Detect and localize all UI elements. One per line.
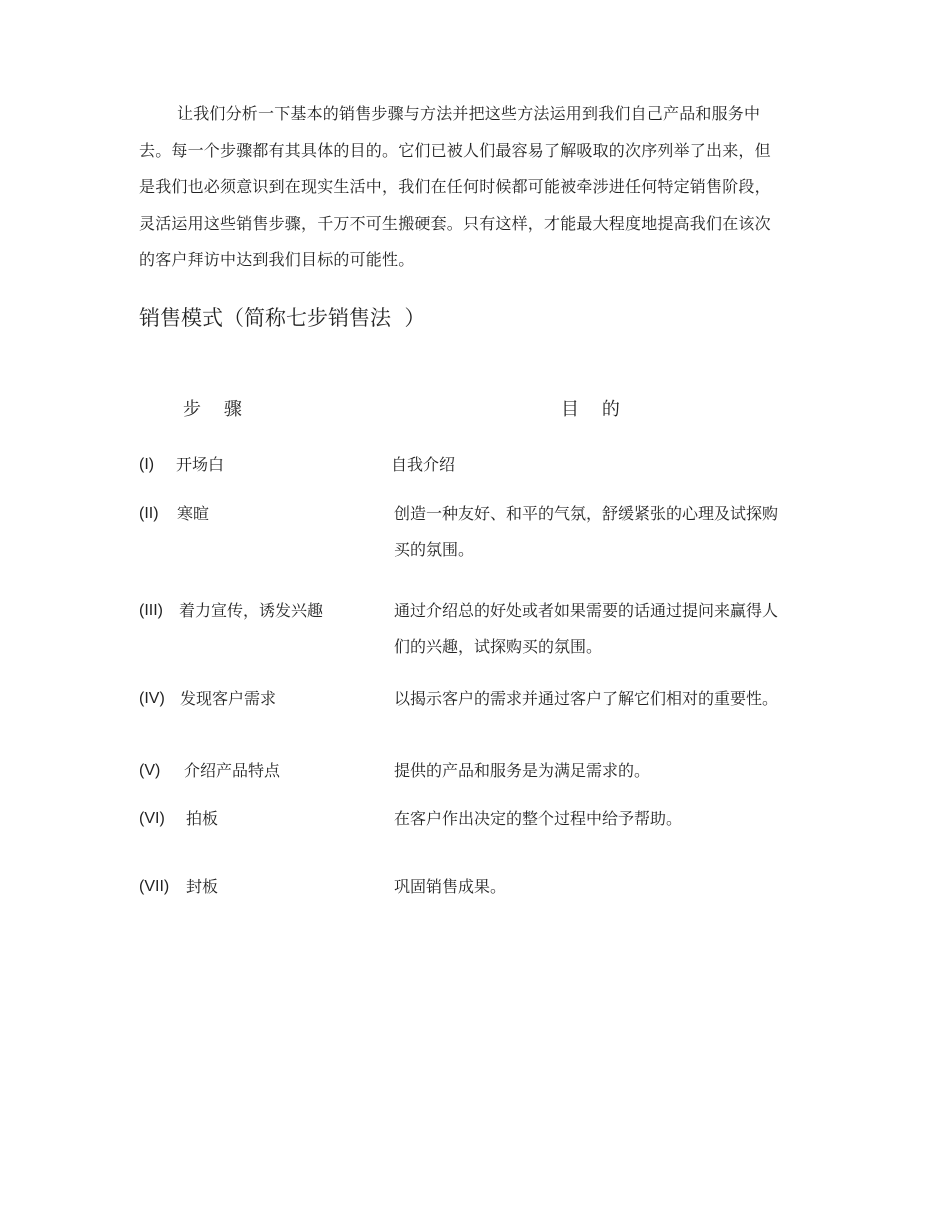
step-name: 发现客户需求 [180, 689, 277, 708]
step-number: (I) [139, 456, 155, 473]
step-number: (VII) [139, 878, 170, 895]
step-number: (II) [139, 505, 159, 522]
section-heading: 销售模式（简称七步销售法 ） [139, 306, 426, 330]
step-number: (V) [139, 762, 161, 779]
step-name: 封板 [186, 877, 219, 896]
step-name: 开场白 [176, 455, 225, 474]
step-name: 寒暄 [177, 504, 210, 523]
step-purpose: 在客户作出决定的整个过程中给予帮助。 [394, 809, 683, 828]
step-purpose: 以揭示客户的需求并通过客户了解它们相对的重要性。 [394, 689, 779, 708]
step-number: (VI) [139, 810, 165, 827]
step-number: (III) [139, 602, 163, 619]
step-purpose: 巩固销售成果。 [394, 877, 507, 896]
step-purpose: 通过介绍总的好处或者如果需要的话通过提问来赢得人们的兴趣，试探购买的氛围。 [394, 601, 779, 656]
step-name: 介绍产品特点 [184, 761, 281, 780]
steps-column-header: 步 骤 [183, 399, 242, 420]
step-number: (IV) [139, 690, 165, 707]
step-purpose: 创造一种友好、和平的气氛，舒缓紧张的心理及试探购买的氛围。 [394, 504, 779, 559]
intro-paragraph: 让我们分析一下基本的销售步骤与方法并把这些方法运用到我们自己产品和服务中去。每一个步骤都有其具体的目的。它们已被人们最容易了解吸取的次序列举了出来，但是我们也必须意识到在现实生活中，我们在任何时候都可能被牵涉进任何特定销售阶段，灵活运用这些销售步骤，千万不可生搬硬套。只有这样，才能最大程度地提高我们在该次的客户拜访中达到我们目标的可能性。 [139, 104, 771, 269]
purpose-column-header: 目 的 [561, 399, 620, 420]
step-name: 拍板 [186, 809, 219, 828]
step-purpose: 提供的产品和服务是为满足需求的。 [394, 761, 651, 780]
step-name: 着力宣传，诱发兴趣 [179, 601, 324, 620]
step-purpose: 自我介绍 [391, 455, 456, 474]
